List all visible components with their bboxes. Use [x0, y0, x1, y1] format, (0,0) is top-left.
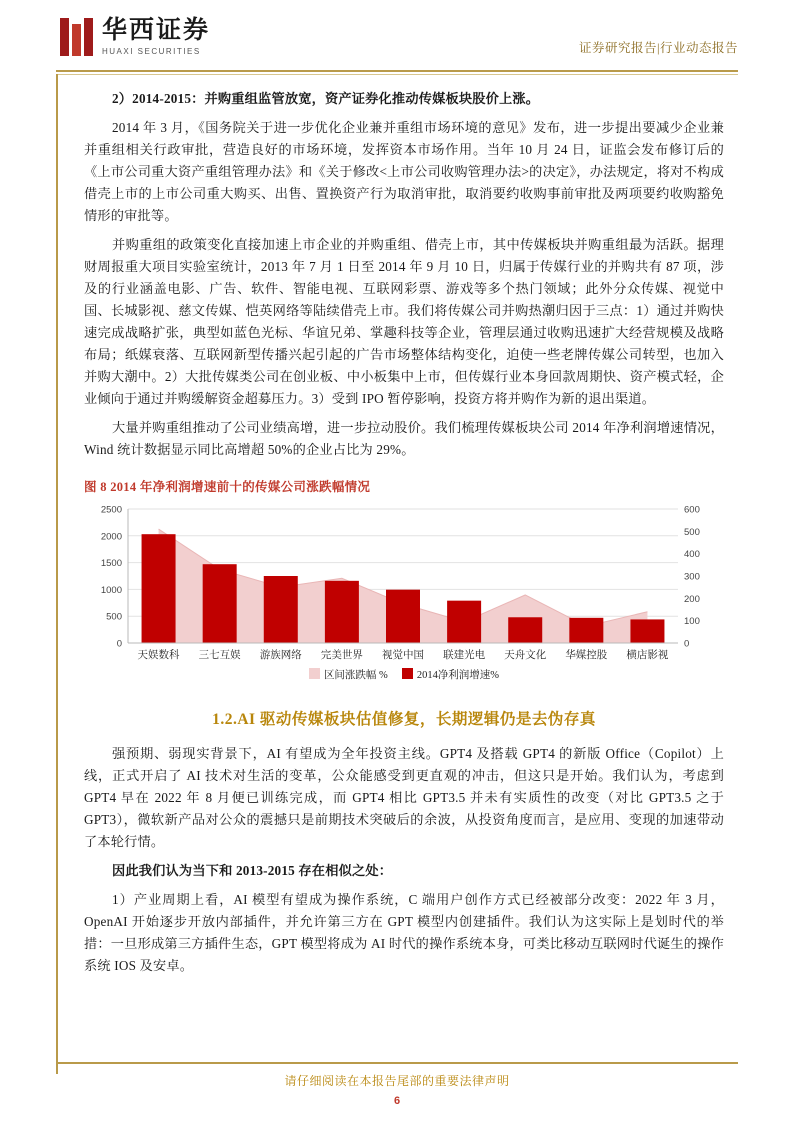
svg-text:400: 400: [684, 549, 700, 561]
footer-divider: [56, 1062, 738, 1064]
legend-swatch-area: [309, 668, 320, 679]
chart-svg: [84, 501, 724, 651]
svg-text:500: 500: [106, 611, 122, 623]
left-margin-rule: [56, 74, 58, 1074]
chart-x-label: 天娱数科: [137, 650, 180, 661]
figure-title: 图 8 2014 年净利润增速前十的传媒公司涨跌幅情况: [84, 480, 371, 494]
report-type-label: 证券研究报告|行业动态报告: [578, 41, 738, 55]
chart-x-label: 游族网络: [259, 650, 302, 661]
logo-text-cn: 华西证券: [102, 17, 211, 44]
svg-text:1500: 1500: [100, 558, 122, 570]
header-divider: [56, 70, 738, 72]
legend-label-area: 区间涨跌幅 %: [323, 670, 388, 681]
chart-x-label: 视觉中国: [381, 650, 424, 661]
page-number: 6: [393, 1095, 401, 1107]
document-body: [84, 88, 724, 984]
svg-text:100: 100: [684, 616, 700, 628]
figure-chart: [84, 501, 724, 681]
page-header: [0, 0, 794, 72]
paragraph-3: 大量并购重组推动了公司业绩高增，进一步拉动股价。我们梳理传媒板块公司 2014 年净利润增速情况，Wind 统计数据显示同比高增超 50%的企业占比为 29%。: [84, 420, 724, 457]
chart-x-label: 完美世界: [320, 650, 363, 661]
paragraph-1: 2014 年 3 月，《国务院关于进一步优化企业兼并重组市场环境的意见》发布，进一步提出要减少企业兼并重组相关行政审批，营造良好的市场环境，发挥资本市场作用。当年 10 月 24 日，证监会发布修订后的《上市公司重大资产重组管理办法》和《关于修改<上市公司收购管理办法>的决定》，办法规定，将对不构成借壳上市的上市公司重大购买、出售、置换资产行为取消审批，取消要约收购事前审批及两项要约收购豁免情形的审批等。: [84, 120, 724, 223]
svg-text:1000: 1000: [100, 584, 122, 596]
logo-text-en: HUAXI SECURITIES: [102, 47, 201, 56]
paragraph-2: 并购重组的政策变化直接加速上市企业的并购重组、借壳上市，其中传媒板块并购重组最为活跃。据理财周报重大项目实验室统计，2013 年 7 月 1 日至 2014 年 9 月 10 日，归属于传媒行业的并购共有 87 项，涉及的行业涵盖电影、广告、软件、智能电视、互联网彩票、游戏等多个热门领域；此外分众传媒、视觉中国、长城影视、慈文传媒、恺英网络等陆续借壳上市。我们将传媒公司并购热潮归因于三点：1）通过并购快速完成战略扩张，典型如蓝色光标、华谊兄弟、掌趣科技等企业，管理层通过收购迅速扩大经营规模及战略布局；纸媒衰落、互联网新型传播兴起引起的广告市场整体结构变化，迫使一些老牌传媒公司转型，也加入并购大潮中。2）大批传媒类公司在创业板、中小板集中上市，但传媒行业本身回款周期快、资产模式轻，企业倾向于通过并购缓解资金超募压力。3）受到 IPO 暂停影响，投资方将并购作为新的退出渠道。: [84, 237, 724, 406]
svg-text:0: 0: [116, 638, 122, 650]
chart-x-label: 横店影视: [626, 650, 669, 661]
brand-logo: [60, 18, 210, 56]
svg-text:2000: 2000: [100, 531, 122, 543]
chart-x-label: 天舟文化: [504, 650, 547, 661]
paragraph-6: 1）产业周期上看，AI 模型有望成为操作系统，C 端用户创作方式已经被部分改变：2022 年 3 月，OpenAI 开始逐步开放内部插件，并允许第三方在 GPT 模型内创建插件。我们认为这实际上是划时代的举措：一旦形成第三方插件生态，GPT 模型将成为 AI 时代的操作系统本身，可类比移动互联网时代诞生的操作系统 IOS 及安卓。: [84, 892, 724, 973]
paragraph-5: 因此我们认为当下和 2013-2015 存在相似之处：: [112, 863, 393, 878]
svg-text:300: 300: [684, 571, 700, 583]
section-heading: 1.2.AI 驱动传媒板块估值修复，长期逻辑仍是去伪存真: [212, 711, 596, 728]
svg-text:200: 200: [684, 593, 700, 605]
legend-swatch-bar: [402, 668, 413, 679]
legend-item-area: [309, 667, 388, 682]
svg-text:2500: 2500: [100, 504, 122, 516]
legend-item-bar: [402, 667, 499, 682]
chart-x-label: 华媒控股: [565, 650, 608, 661]
header-divider-thin: [56, 74, 738, 75]
legend-label-bar: 2014净利润增速%: [416, 670, 500, 681]
svg-text:0: 0: [684, 638, 690, 650]
svg-text:600: 600: [684, 504, 700, 516]
footer-disclaimer: 请仔细阅读在本报告尾部的重要法律声明: [284, 1074, 510, 1088]
chart-x-axis-labels: [128, 647, 678, 662]
paragraph-4: 强预期、弱现实背景下，AI 有望成为全年投资主线。GPT4 及搭载 GPT4 的新版 Office（Copilot）上线，正式开启了 AI 技术对生活的变革，公众能感受到更直观的冲击，但这只是开始。我们认为，考虑到 GPT4 早在 2022 年 8 月便已训练完成，而 GPT4 相比 GPT3.5 并未有实质性的改变（对比 GPT3.5 之于 GPT3），微软新产品对公众的震撼只是前期技术突破后的余波，从投资角度而言，是应用、变现的加速带动了本轮行情。: [84, 746, 724, 849]
huaxi-logo-icon: [60, 18, 94, 56]
chart-x-label: 三七互娱: [198, 650, 241, 661]
chart-legend: [84, 667, 724, 682]
svg-text:500: 500: [684, 526, 700, 538]
chart-x-label: 联建光电: [443, 650, 486, 661]
paragraph-subheading: 2）2014-2015：并购重组监管放宽，资产证券化推动传媒板块股价上涨。: [112, 91, 540, 106]
